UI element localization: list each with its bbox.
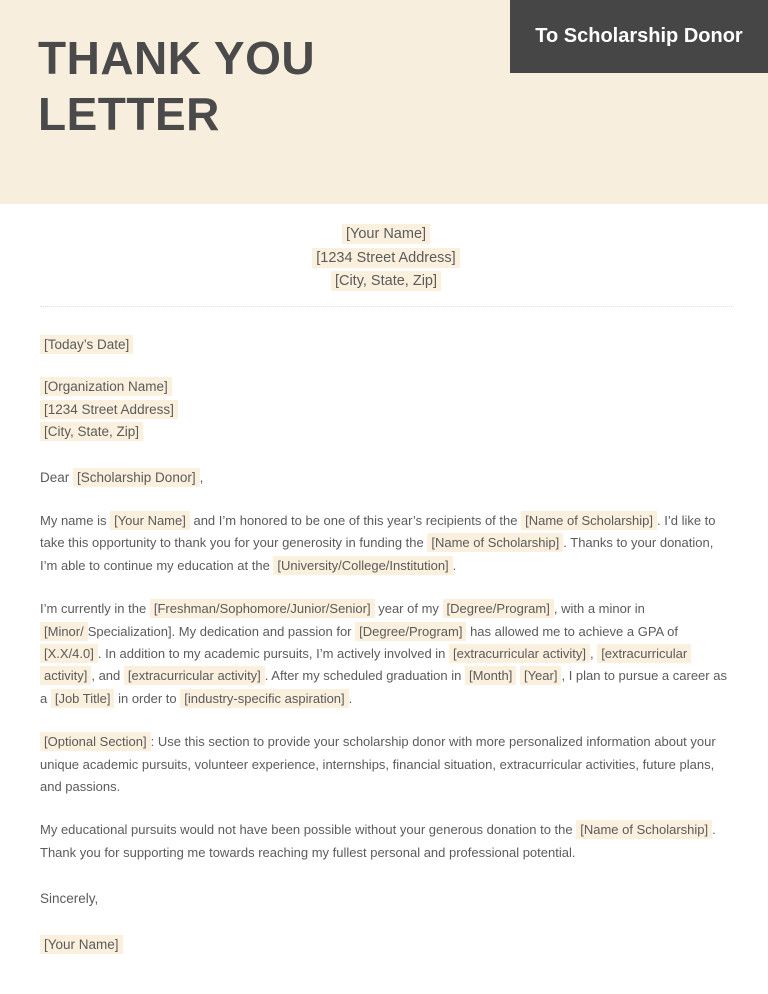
salutation (40, 467, 732, 490)
placeholder-highlight[interactable]: [Scholarship Donor] (73, 468, 200, 487)
text-segment: . In addition to my academic pursuits, I’m actively involved in (97, 646, 450, 662)
placeholder-recipient-street-address[interactable]: [1234 Street Address] (40, 400, 178, 419)
letter-body (0, 223, 768, 956)
text-segment: Specialization]. My dedication and passion for (87, 623, 356, 639)
text-segment: , with a minor in (553, 601, 645, 617)
placeholder-highlight[interactable]: [Year] (520, 666, 562, 685)
placeholder-highlight[interactable]: [Your Name] (110, 511, 190, 530)
placeholder-highlight[interactable]: [Minor/ (40, 622, 88, 641)
recipient-organization-line (40, 376, 732, 399)
placeholder-highlight[interactable]: [extracurricular activity] (40, 644, 691, 685)
placeholder-organization-name[interactable]: [Organization Name] (40, 377, 172, 396)
sender-street-line (40, 247, 732, 271)
text-segment: , and (91, 668, 124, 684)
sender-address-block (40, 223, 732, 294)
closing: Sincerely, (40, 891, 99, 907)
text-segment: , (199, 469, 204, 485)
placeholder-highlight[interactable]: [extracurricular activity] (449, 644, 590, 663)
text-segment: , I plan to pursue a career as a (40, 668, 727, 706)
divider (40, 306, 732, 307)
placeholder-highlight[interactable]: [Freshman/Sophomore/Junior/Senior] (150, 599, 375, 618)
placeholder-city-state-zip[interactable]: [City, State, Zip] (331, 271, 441, 291)
document-type-badge: To Scholarship Donor (510, 0, 768, 73)
title-line-1: THANK YOU (38, 32, 316, 84)
paragraph-gratitude (40, 819, 732, 864)
text-segment: . I’d like to take this opportunity to thank you for your generosity in funding the (40, 513, 716, 551)
placeholder-highlight[interactable]: [X.X/4.0] (40, 644, 98, 663)
placeholder-highlight[interactable]: [industry-specific aspiration] (180, 689, 348, 708)
text-segment: , (589, 646, 598, 662)
placeholder-highlight[interactable]: [University/College/Institution] (273, 556, 452, 575)
text-segment: : Use this section to provide your scholarship donor with more personalized information about your unique academic pursuits, volunteer experience, internships, financial situation, extracurricular activities, future plans, and passions. (40, 734, 716, 795)
sender-name-line (40, 223, 732, 247)
placeholder-highlight[interactable]: [Name of Scholarship] (427, 533, 563, 552)
placeholder-signature-name[interactable]: [Your Name] (40, 935, 123, 954)
placeholder-highlight[interactable]: [Job Title] (51, 689, 115, 708)
recipient-street-line (40, 399, 732, 422)
placeholder-highlight[interactable]: [Name of Scholarship] (521, 511, 657, 530)
text-segment: Dear (40, 469, 74, 485)
text-segment: . (452, 557, 457, 573)
title-line-2: LETTER (38, 88, 220, 140)
placeholder-highlight[interactable]: [Month] (465, 666, 516, 685)
paragraph-optional-section (40, 731, 732, 798)
text-segment: My name is (40, 513, 111, 528)
paragraph-academics (40, 598, 732, 710)
text-segment: has allowed me to achieve a GPA of (466, 623, 678, 639)
placeholder-highlight[interactable]: [Degree/Program] (443, 599, 554, 618)
placeholder-todays-date[interactable]: [Today’s Date] (40, 335, 133, 354)
sender-city-line (40, 270, 732, 294)
placeholder-your-name[interactable]: [Your Name] (342, 224, 430, 244)
placeholder-street-address[interactable]: [1234 Street Address] (312, 248, 459, 268)
placeholder-highlight[interactable]: [Name of Scholarship] (576, 820, 712, 839)
text-segment: year of my (374, 601, 443, 617)
text-segment: in order to (114, 690, 181, 706)
recipient-city-line (40, 421, 732, 444)
text-segment: . Thanks to your donation, I’m able to continue my education at the (40, 535, 714, 573)
text-segment: My educational pursuits would not have been possible without your generous donation to the (40, 822, 577, 838)
placeholder-highlight[interactable]: [Degree/Program] (355, 622, 466, 641)
text-segment: and I’m honored to be one of this year’s recipients of the (189, 513, 522, 528)
text-segment: . Thank you for supporting me towards reaching my fullest personal and professional potential. (40, 822, 716, 860)
text-segment: . (348, 690, 353, 706)
placeholder-highlight[interactable]: [extracurricular activity] (124, 666, 265, 685)
placeholder-recipient-city-state-zip[interactable]: [City, State, Zip] (40, 422, 143, 441)
recipient-address-block (40, 376, 732, 444)
text-segment: . After my scheduled graduation in (264, 668, 465, 684)
signature-line (40, 934, 732, 957)
placeholder-highlight[interactable]: [Optional Section] (40, 732, 151, 751)
text-segment: I’m currently in the (40, 601, 150, 617)
paragraph-introduction (40, 510, 732, 577)
header (0, 0, 768, 204)
date-line (40, 334, 732, 357)
